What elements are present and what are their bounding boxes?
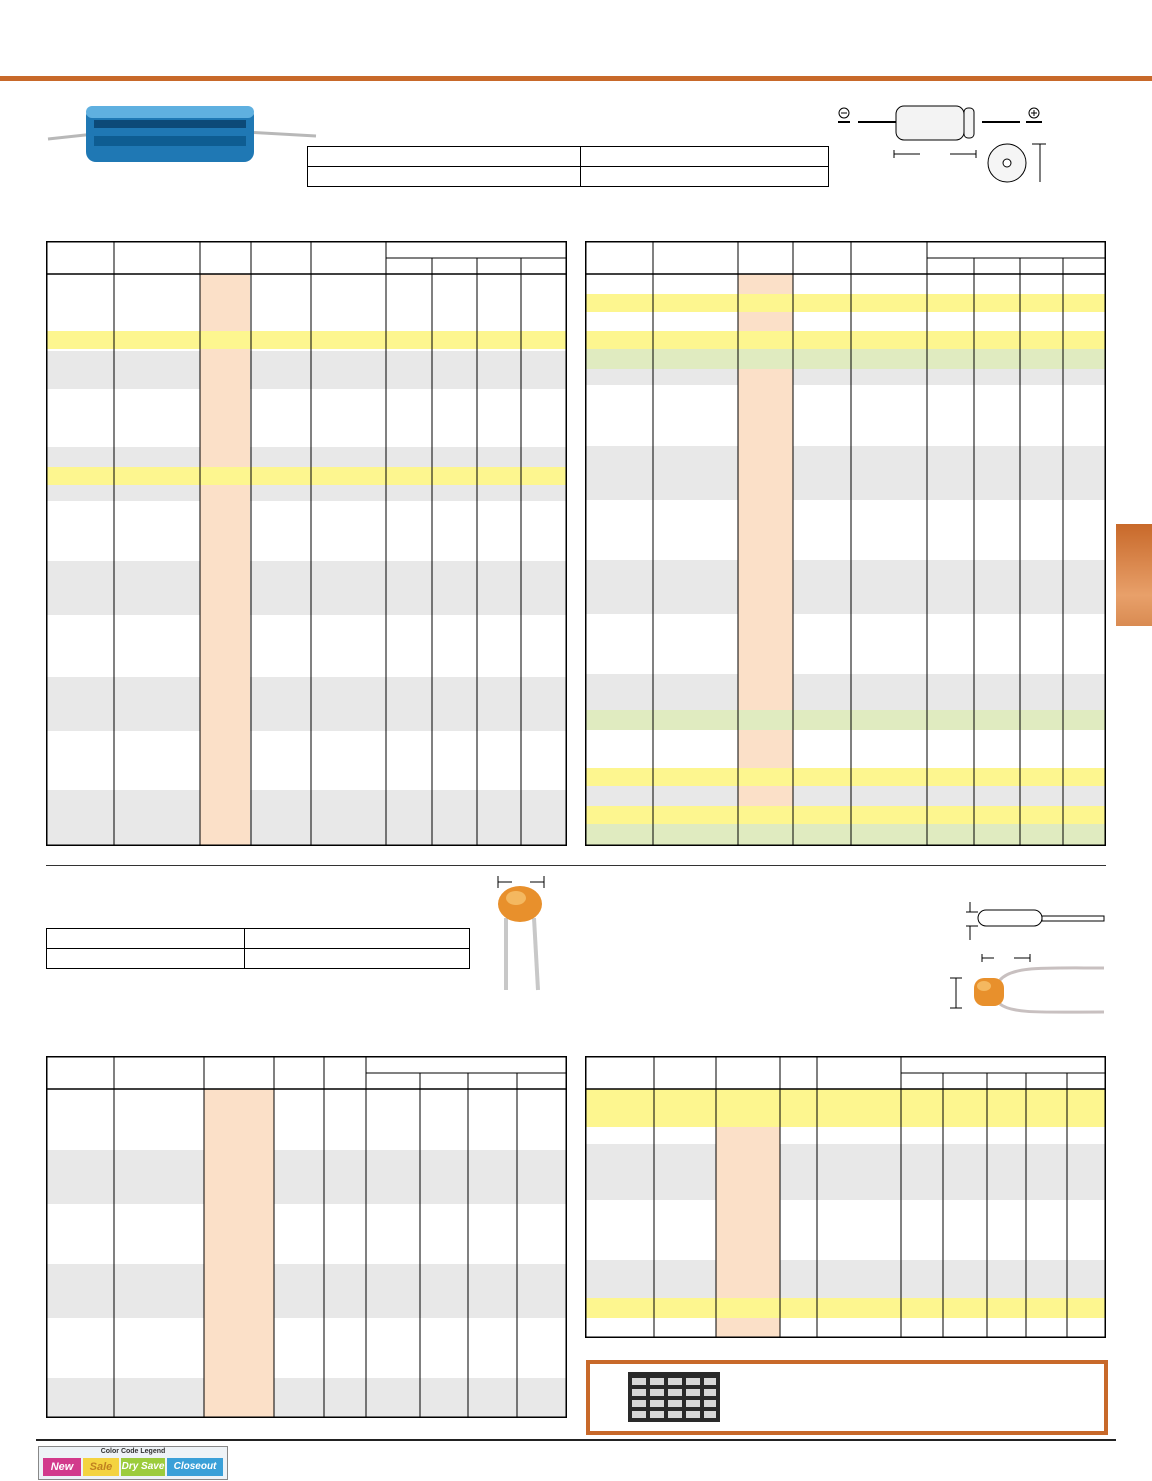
- spec-cell: [47, 929, 245, 949]
- row-backgrounds: [585, 1089, 1106, 1338]
- product-table-left-upper: [46, 241, 567, 846]
- spec-cell: [581, 147, 829, 167]
- section-divider: [46, 865, 1106, 866]
- spec-table-axial: [307, 146, 829, 187]
- color-code-legend: [38, 1446, 228, 1480]
- product-table-left-lower: [46, 1056, 567, 1418]
- row-backgrounds: [46, 274, 567, 846]
- spec-cell: [47, 949, 245, 969]
- spec-cell: [245, 949, 470, 969]
- row-backgrounds: [585, 274, 1106, 846]
- section-tab[interactable]: [1116, 524, 1152, 626]
- spec-table-disc: [46, 928, 470, 969]
- header-rule: [0, 76, 1152, 81]
- spec-cell: [245, 929, 470, 949]
- legend-closeout: Closeout: [167, 1458, 223, 1476]
- tubular-capacitor-diagram: [948, 898, 1106, 1014]
- legend-dry-save: Dry Save: [121, 1458, 165, 1476]
- spec-cell: [308, 147, 581, 167]
- footer-rule: [36, 1439, 1116, 1441]
- spec-cell: [308, 167, 581, 187]
- product-table-right-upper: [585, 241, 1106, 846]
- legend-sale: Sale: [83, 1458, 119, 1476]
- capacitor-kit-promo[interactable]: [586, 1360, 1108, 1435]
- capacitor-kit-image: [624, 1370, 722, 1424]
- axial-capacitor-diagram: [836, 100, 1048, 186]
- row-backgrounds: [46, 1089, 567, 1418]
- spec-cell: [581, 167, 829, 187]
- disc-capacitor-image: [494, 870, 552, 992]
- legend-title: Color Code Legend: [100, 1448, 166, 1455]
- axial-capacitor-image: [44, 100, 318, 166]
- legend-new: New: [43, 1458, 81, 1476]
- product-table-right-lower: [585, 1056, 1106, 1338]
